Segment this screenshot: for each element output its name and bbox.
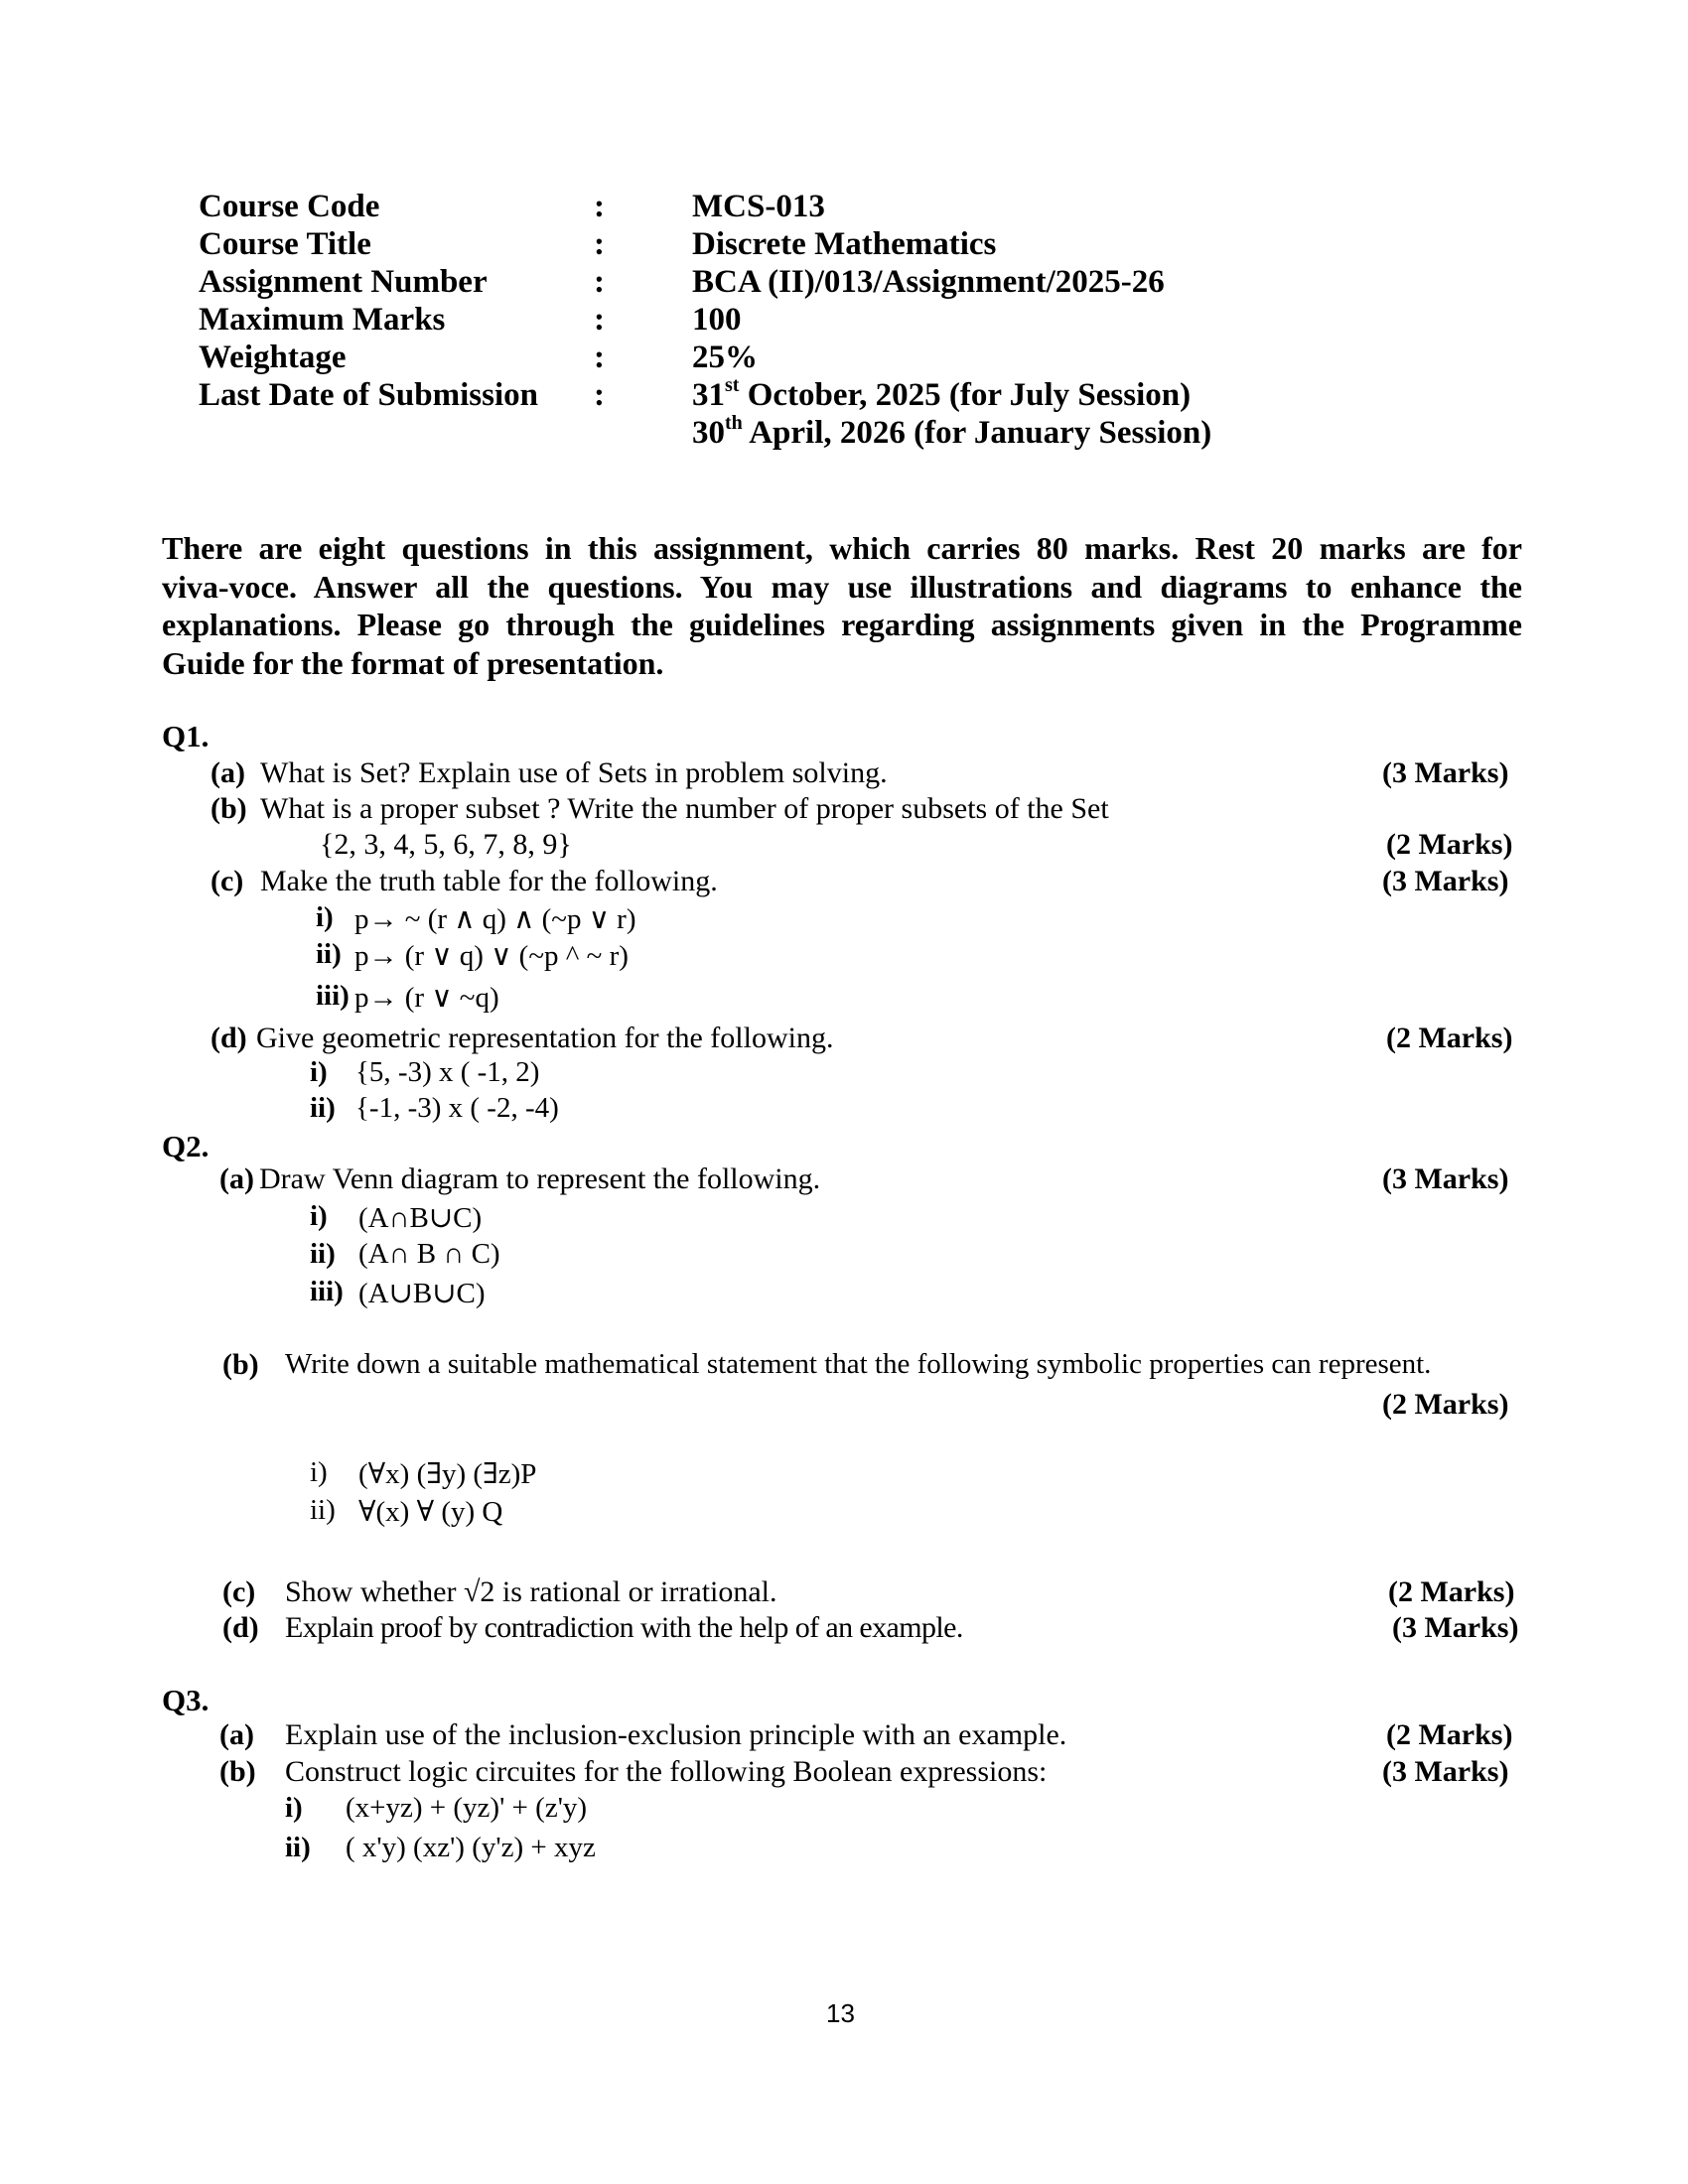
expression: {-1, -3) x ( -2, -4) (355, 1092, 559, 1124)
expression: (x+yz) + (yz)' + (z'y) (346, 1792, 588, 1824)
part-text: Draw Venn diagram to represent the following. (259, 1162, 821, 1195)
marks: (2 Marks) (1388, 1575, 1515, 1608)
expression: (A∩ B ∩ C) (358, 1238, 500, 1270)
part-text: Give geometric representation for the following. (256, 1022, 834, 1054)
item-label: iii) (310, 1276, 344, 1307)
part-label: (b) (219, 1755, 256, 1788)
part-label: (d) (211, 1022, 247, 1054)
item-label: i) (316, 901, 334, 933)
colon: : (594, 189, 605, 224)
part-label: (b) (222, 1348, 259, 1381)
expression: (A∪B∪C) (358, 1278, 486, 1309)
part-label: (d) (222, 1611, 259, 1644)
weightage-label: Weightage (199, 340, 347, 375)
marks: (3 Marks) (1382, 865, 1509, 897)
marks: (3 Marks) (1382, 1162, 1509, 1195)
instructions-line: There are eight questions in this assignment, which carries 80 marks. Rest 20 marks are for (162, 530, 1522, 566)
part-text: Make the truth table for the following. (260, 865, 718, 897)
part-text: What is a proper subset ? Write the number of proper subsets of the Set (260, 792, 1109, 825)
last-date-january (692, 414, 1211, 452)
marks: (2 Marks) (1386, 1718, 1513, 1751)
colon: : (594, 377, 605, 413)
part-text: Explain use of the inclusion-exclusion principle with an example. (285, 1718, 1067, 1751)
item-label: ii) (310, 1238, 336, 1270)
date-ordinal: th (725, 412, 743, 434)
item-label: ii) (285, 1832, 311, 1863)
part-label: (c) (211, 865, 244, 897)
question-heading: Q2. (162, 1129, 210, 1163)
expression: (A∩B∪C) (358, 1202, 483, 1234)
date-ordinal: st (725, 374, 740, 396)
part-label: (a) (211, 756, 245, 789)
item-label: ii) (310, 1494, 336, 1526)
last-date-label: Last Date of Submission (199, 377, 538, 413)
instructions-line: explanations. Please go through the guidelines regarding assignments given in the Programme (162, 607, 1522, 642)
part-label: (a) (219, 1162, 254, 1195)
part-text: Write down a suitable mathematical statement that the following symbolic properties can represent. (285, 1348, 1432, 1380)
item-label: i) (310, 1456, 328, 1488)
expression: p→ ~ (r ∧ q) ∧ (~p ∨ r) (354, 903, 636, 935)
date-day: 30 (692, 415, 725, 451)
marks: (2 Marks) (1386, 1022, 1513, 1054)
marks: (2 Marks) (1382, 1388, 1509, 1421)
part-label: (a) (219, 1718, 254, 1751)
colon: : (594, 264, 605, 300)
item-label: i) (310, 1056, 328, 1088)
maximum-marks-value: 100 (692, 302, 742, 338)
part-label: (c) (222, 1575, 256, 1608)
part-label: (b) (211, 792, 247, 825)
assignment-number-label: Assignment Number (199, 264, 488, 300)
assignment-number-value: BCA (II)/013/Assignment/2025-26 (692, 264, 1165, 300)
item-label: iii) (316, 980, 350, 1012)
item-label: i) (310, 1200, 328, 1232)
part-text: Construct logic circuites for the following Boolean expressions: (285, 1755, 1048, 1788)
maximum-marks-label: Maximum Marks (199, 302, 446, 338)
course-code-label: Course Code (199, 189, 380, 224)
item-label: ii) (316, 938, 342, 970)
date-rest: October, 2025 (for July Session) (739, 377, 1192, 413)
date-rest: April, 2026 (for January Session) (742, 415, 1212, 451)
question-heading: Q3. (162, 1683, 210, 1717)
marks: (3 Marks) (1392, 1611, 1519, 1644)
page-number: 13 (826, 1998, 855, 2028)
instructions-line: Guide for the format of presentation. (162, 644, 664, 681)
question-heading: Q1. (162, 719, 210, 753)
part-text: Show whether √2 is rational or irrational. (285, 1575, 777, 1608)
date-day: 31 (692, 377, 725, 413)
course-title-label: Course Title (199, 226, 371, 262)
course-code-value: MCS-013 (692, 189, 825, 224)
instructions-line: viva-voce. Answer all the questions. You may use illustrations and diagrams to enhance the (162, 568, 1522, 605)
part-text: Explain proof by contradiction with the help of an example. (285, 1611, 963, 1644)
last-date-july (692, 376, 1191, 414)
marks: (2 Marks) (1386, 828, 1513, 861)
expression: ∀(x) ∀ (y) Q (358, 1496, 503, 1528)
expression: {5, -3) x ( -1, 2) (355, 1056, 540, 1088)
expression: ( x'y) (xz') (y'z) + xyz (346, 1832, 596, 1863)
item-label: ii) (310, 1092, 336, 1124)
colon: : (594, 340, 605, 375)
expression: p→ (r ∨ ~q) (354, 982, 499, 1014)
course-title-value: Discrete Mathematics (692, 226, 997, 262)
part-text: What is Set? Explain use of Sets in problem solving. (260, 756, 888, 789)
expression: p→ (r ∨ q) ∨ (~p ^ ~ r) (354, 940, 629, 972)
colon: : (594, 226, 605, 262)
set-notation: {2, 3, 4, 5, 6, 7, 8, 9} (320, 828, 572, 861)
expression: (∀x) (∃y) (∃z)P (358, 1458, 537, 1490)
colon: : (594, 302, 605, 338)
instructions-paragraph (162, 529, 1522, 682)
marks: (3 Marks) (1382, 1755, 1509, 1788)
weightage-value: 25% (692, 340, 758, 375)
item-label: i) (285, 1792, 303, 1824)
marks: (3 Marks) (1382, 756, 1509, 789)
